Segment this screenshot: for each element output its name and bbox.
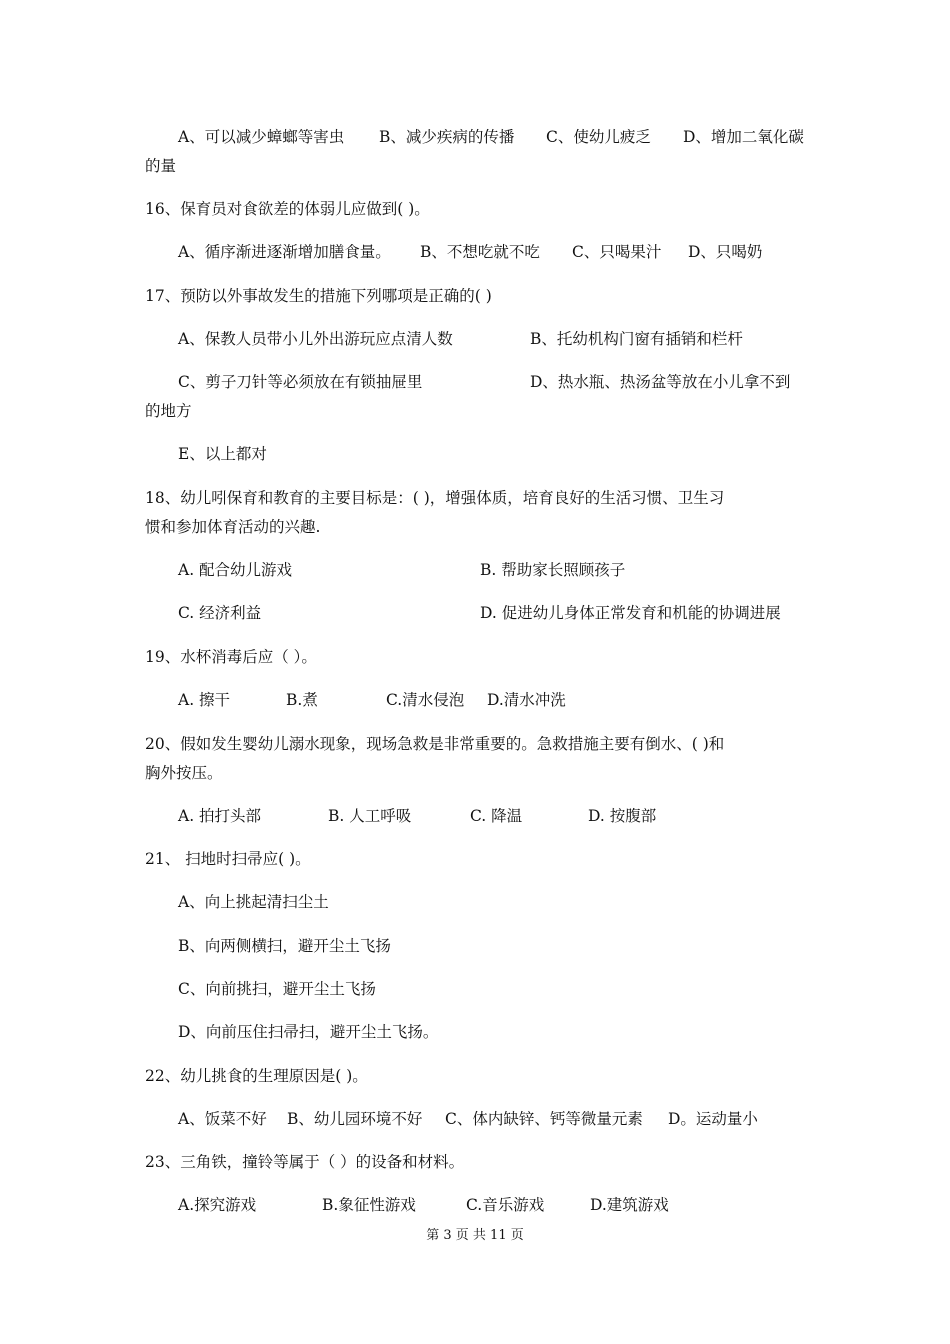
option-a: A、饭菜不好 bbox=[178, 1110, 267, 1128]
option-a: A. 配合幼儿游戏 bbox=[178, 561, 293, 579]
question-text: 22、幼儿挑食的生理原因是( )。 bbox=[145, 1067, 368, 1085]
option-c bbox=[178, 979, 376, 999]
option-text: A、向上挑起清扫尘土 bbox=[178, 893, 329, 911]
text-continuation: 的地方 bbox=[145, 402, 192, 420]
text-line bbox=[145, 517, 320, 537]
option-c: C、使幼儿疲乏 bbox=[546, 128, 651, 146]
option-a: A.探究游戏 bbox=[178, 1196, 257, 1214]
question-21 bbox=[145, 849, 311, 869]
option-text: C、向前挑扫，避开尘土飞扬 bbox=[178, 980, 376, 998]
option-a: A、循序渐进逐渐增加膳食量。 bbox=[178, 243, 391, 261]
option-d: D.清水冲洗 bbox=[487, 691, 566, 709]
option-d: D、热水瓶、热汤盆等放在小儿拿不到 bbox=[530, 373, 791, 391]
option-d: D、增加二氧化碳 bbox=[683, 128, 804, 146]
option-c: C、剪子刀针等必须放在有锁抽屉里 bbox=[178, 373, 423, 391]
option-c: C、体内缺锌、钙等微量元素 bbox=[445, 1110, 643, 1128]
option-c: C.音乐游戏 bbox=[466, 1196, 545, 1214]
option-b: B、托幼机构门窗有插销和栏杆 bbox=[530, 330, 743, 348]
text-line bbox=[145, 156, 176, 176]
text-line bbox=[145, 763, 223, 783]
question-text: 18、幼儿吲保育和教育的主要目标是：( )，增强体质，培育良好的生活习惯、卫生习 bbox=[145, 489, 725, 507]
option-d: D、只喝奶 bbox=[688, 243, 763, 261]
question-20 bbox=[145, 734, 724, 754]
option-a: A. 擦干 bbox=[178, 691, 231, 709]
question-text: 21、 扫地时扫帚应( )。 bbox=[145, 850, 311, 868]
option-b: B、幼儿园环境不好 bbox=[287, 1110, 423, 1128]
question-23 bbox=[145, 1152, 464, 1172]
question-22 bbox=[145, 1066, 368, 1086]
text-continuation: 惯和参加体育活动的兴趣. bbox=[145, 518, 321, 536]
question-17 bbox=[145, 286, 492, 306]
text-continuation: 的量 bbox=[145, 157, 177, 175]
options-17-row3 bbox=[178, 444, 267, 464]
option-a: A、可以减少蟑螂等害虫 bbox=[178, 128, 345, 146]
question-16 bbox=[145, 199, 430, 219]
option-d: D。运动量小 bbox=[668, 1110, 758, 1128]
option-d: D. 促进幼儿身体正常发育和机能的协调进展 bbox=[480, 604, 781, 622]
option-b: B.象征性游戏 bbox=[322, 1196, 416, 1214]
option-b: B. 人工呼吸 bbox=[328, 807, 412, 825]
option-b: B.煮 bbox=[286, 691, 318, 709]
option-b: B、不想吃就不吃 bbox=[420, 243, 540, 261]
question-19 bbox=[145, 647, 317, 667]
option-c: C、只喝果汁 bbox=[572, 243, 662, 261]
option-b bbox=[178, 936, 391, 956]
question-text: 20、假如发生婴幼儿溺水现象，现场急救是非常重要的。急救措施主要有倒水、( )和 bbox=[145, 735, 725, 753]
text-continuation: 胸外按压。 bbox=[145, 764, 223, 782]
option-c: C. 经济利益 bbox=[178, 604, 262, 622]
question-text: 17、预防以外事故发生的措施下列哪项是正确的( ) bbox=[145, 287, 492, 305]
option-d: D.建筑游戏 bbox=[590, 1196, 669, 1214]
question-text: 23、三角铁，撞铃等属于（ ）的设备和材料。 bbox=[145, 1153, 465, 1171]
page-footer: 第 3 页 共 11 页 bbox=[426, 1228, 524, 1243]
question-18 bbox=[145, 488, 724, 508]
option-d bbox=[178, 1022, 438, 1042]
option-a: A. 拍打头部 bbox=[178, 807, 262, 825]
option-b: B. 帮助家长照顾孩子 bbox=[480, 561, 626, 579]
option-a bbox=[178, 892, 329, 912]
option-d: D. 按腹部 bbox=[588, 807, 657, 825]
option-c: C. 降温 bbox=[470, 807, 523, 825]
question-text: 19、水杯消毒后应（ ）。 bbox=[145, 648, 317, 666]
option-text: B、向两侧横扫，避开尘土飞扬 bbox=[178, 937, 391, 955]
question-text: 16、保育员对食欲差的体弱儿应做到( )。 bbox=[145, 200, 430, 218]
option-c: C.清水侵泡 bbox=[386, 691, 465, 709]
option-a: A、保教人员带小儿外出游玩应点清人数 bbox=[178, 330, 453, 348]
option-text: D、向前压住扫帚扫，避开尘土飞扬。 bbox=[178, 1023, 439, 1041]
option-b: B、减少疾病的传播 bbox=[379, 128, 515, 146]
option-e: E、以上都对 bbox=[178, 445, 267, 463]
text-line bbox=[145, 401, 192, 421]
